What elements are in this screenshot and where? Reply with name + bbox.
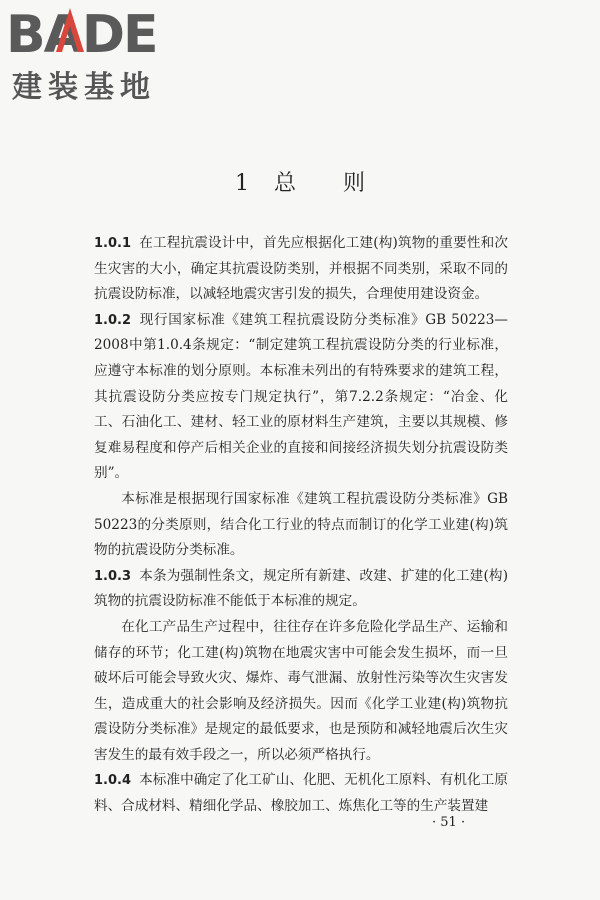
brand-text: BADE (6, 5, 157, 64)
clause-number: 1.0.1 (94, 236, 132, 251)
paragraph-text: 本标准中确定了化工矿山、化肥、无机化工原料、有机化工原料、合成材料、精细化学品、橡胶加工、炼焦化工等的生产装置建 (94, 772, 508, 815)
page-number: · 51 · (432, 815, 466, 830)
chapter-number: 1 (234, 171, 249, 196)
clause-1-0-3-explanation: 在化工产品生产过程中，往往存在许多危险化学品生产、运输和储存的环节；化工建(构)筑物在地震灾害中可能会发生损坏，而一旦破坏后可能会导致火灾、爆炸、毒气泄漏、放射性污染等次生灾害发生，造成重大的社会影响及经济损失。因而《化学工业建(构)筑物抗震设防分类标准》是规定的最低要求，也是预防和减轻地震后次生灾害发生的最有效手段之一，所以必须严格执行。 (94, 618, 508, 763)
bade-wordmark (4, 4, 174, 64)
paragraph-text: 在工程抗震设计中，首先应根据化工建(构)筑物的重要性和次生灾害的大小，确定其抗震设防类别，并根据不同类别，采取不同的抗震设防标准，以减轻地震灾害引发的损失，合理使用建设资金。 (94, 235, 508, 303)
clause-number: 1.0.2 (94, 312, 132, 328)
clause-1-0-1 (94, 231, 508, 308)
paragraph-text: 现行国家标准《建筑工程抗震设防分类标准》GB 50223—2008中第1.0.4条规定：“制定建筑工程抗震设防分类的行业标准，应遵守本标准的划分原则。本标准未列出的有特殊要求的建筑工程，其抗震设防分类应按专门规定执行”，第7.2.2条规定：“冶金、化工、石油化工、建材、轻工业的原材料生产建筑，主要以其规模、修复难易程度和停产后相关企业的直接和间接经济损失划分抗震设防类别”。 (94, 311, 508, 482)
bade-logo (4, 4, 174, 105)
chapter-title-char-1: 总 (273, 171, 296, 196)
clause-1-0-2 (94, 308, 508, 487)
body-text (94, 231, 508, 820)
paragraph-text: 本条为强制性条文，规定所有新建、改建、扩建的化工建(构)筑物的抗震设防标准不能低于本标准的规定。 (94, 567, 508, 610)
clause-1-0-4 (94, 768, 508, 819)
logo-subtitle: 建装基地 (12, 70, 156, 105)
chapter-title-char-2: 则 (343, 171, 366, 196)
clause-number: 1.0.3 (94, 568, 132, 584)
chapter-title (0, 166, 600, 197)
clause-number: 1.0.4 (94, 773, 132, 789)
clause-1-0-3 (94, 564, 508, 615)
clause-1-0-2-explanation: 本标准是根据现行国家标准《建筑工程抗震设防分类标准》GB 50223的分类原则，结合化工行业的特点而制订的化学工业建(构)筑物的抗震设防分类标准。 (94, 490, 508, 559)
